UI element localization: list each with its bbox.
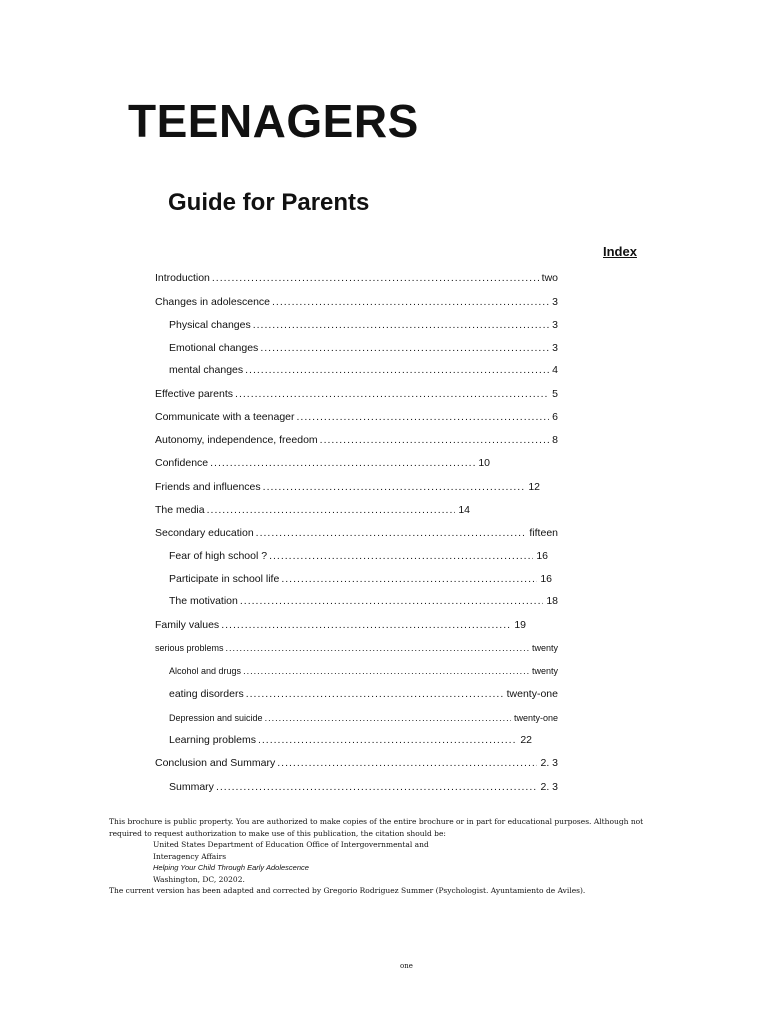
toc-entry: Introduction ..... two <box>155 272 558 284</box>
toc-entry: Participate in school life ..... 16 <box>169 573 552 585</box>
toc-entry: Autonomy, independence, freedom ..... 8 <box>155 434 558 446</box>
note-line: Interagency Affairs <box>153 851 227 861</box>
note-line: United States Department of Education Office of Intergovernmental and <box>153 840 429 849</box>
toc-entry: serious problems ..... twenty <box>155 643 558 653</box>
toc-entry: Depression and suicide ..... twenty-one <box>169 713 558 723</box>
toc-entry: Summary ..... 2. 3 <box>169 781 558 793</box>
note-citation-title: Helping Your Child Through Early Adolescence <box>153 863 309 872</box>
document-title: TEENAGERS <box>128 95 419 147</box>
note-line: Washington, DC, 20202. <box>153 874 245 884</box>
toc-entry: Learning problems ..... 22 <box>169 734 532 746</box>
toc-entry: eating disorders ..... twenty-one <box>169 688 558 700</box>
toc-entry: Alcohol and drugs ..... twenty <box>169 666 558 676</box>
page-number: one <box>400 962 413 970</box>
toc-entry: Conclusion and Summary ..... 2. 3 <box>155 757 558 769</box>
toc-entry: The motivation ..... 18 <box>169 595 558 607</box>
toc-entry: mental changes ..... 4 <box>169 364 558 376</box>
toc-entry: Changes in adolescence ..... 3 <box>155 296 558 308</box>
toc-entry: Family values ..... 19 <box>155 619 526 631</box>
toc-entry: The media ..... 14 <box>155 504 470 516</box>
toc-entry: Effective parents ..... 5 <box>155 388 558 400</box>
note-line: The current version has been adapted and corrected by Gregorio Rodriguez Summer (Psychologist. Ayuntamiento de Aviles). <box>109 886 586 895</box>
toc-entry: Emotional changes ..... 3 <box>169 342 558 354</box>
index-heading: Index <box>603 244 637 259</box>
toc-entry: Fear of high school ? ..... 16 <box>169 550 548 562</box>
copyright-note <box>109 816 669 897</box>
toc-entry: Secondary education ..... fifteen <box>155 527 558 539</box>
toc-entry: Physical changes ..... 3 <box>169 319 558 331</box>
toc-entry: Confidence ..... 10 <box>155 457 490 469</box>
toc-entry: Friends and influences ..... 12 <box>155 481 540 493</box>
document-subtitle: Guide for Parents <box>168 189 370 216</box>
toc-entry: Communicate with a teenager ..... 6 <box>155 411 558 423</box>
note-line: This brochure is public property. You are authorized to make copies of the entire brochure or in part for educational purposes. Although not required to request authorization to make use of this publication, the citation should be: <box>109 817 644 838</box>
